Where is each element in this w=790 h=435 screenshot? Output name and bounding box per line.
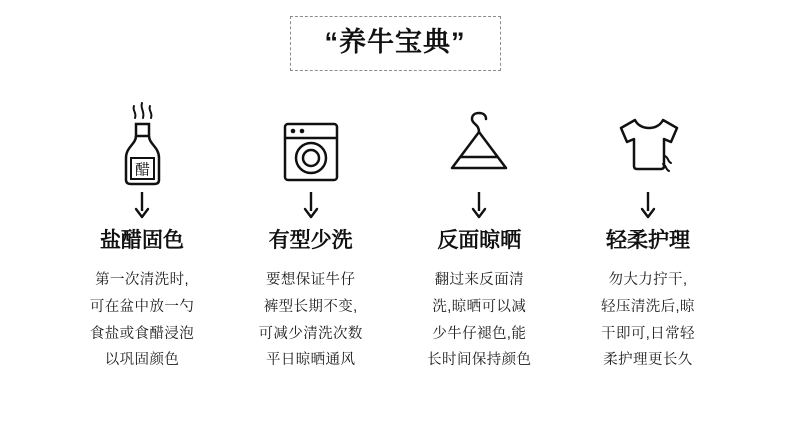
tip-column-2 (231, 100, 391, 374)
tip-description-1 (90, 267, 194, 374)
tip-line: 以巩固颜色 (104, 352, 180, 369)
tip-description-4 (601, 267, 695, 374)
arrow-slot-2 (302, 186, 320, 224)
tip-description-2 (259, 267, 363, 374)
tip-line: 可在盆中放一勺 (89, 298, 195, 315)
title-area (0, 16, 790, 71)
tip-description-3 (427, 267, 531, 374)
tip-line: 轻压清洗后,晾 (601, 298, 695, 315)
tip-line: 翻过来反面清 (434, 272, 525, 288)
down-arrow-icon (302, 190, 320, 220)
icon-slot-1 (103, 100, 181, 186)
down-arrow-icon (470, 190, 488, 220)
tip-line: 可减少清洗次数 (258, 325, 363, 342)
tips-columns (0, 100, 790, 374)
down-arrow-icon (133, 190, 151, 220)
tip-heading-4: 轻柔护理 (605, 229, 690, 252)
tip-line: 少牛仔褪色,能 (432, 325, 527, 342)
tip-line: 干即可,日常轻 (601, 325, 695, 342)
icon-slot-3 (436, 100, 522, 186)
vinegar-bottle-icon (103, 100, 181, 186)
icon-slot-2 (271, 100, 351, 186)
tip-line: 洗,晾晒可以减 (432, 298, 527, 315)
tip-line: 勿大力拧干, (608, 272, 688, 288)
down-arrow-icon (639, 190, 657, 220)
tip-line: 要想保证牛仔 (265, 272, 356, 288)
arrow-slot-3 (470, 186, 488, 224)
tip-line: 长时间保持颜色 (427, 352, 532, 369)
tip-heading-2: 有型少洗 (268, 229, 353, 252)
vinegar-bottle-label: 醋 (134, 161, 151, 179)
tip-line: 平日晾晒通风 (265, 352, 356, 369)
tip-column-1 (62, 100, 222, 374)
page-title: “养牛宝典” (324, 27, 466, 57)
arrow-slot-4 (639, 186, 657, 224)
title-dashed-box (290, 16, 501, 71)
tip-line: 裤型长期不变, (263, 298, 358, 315)
washing-machine-icon (271, 100, 351, 186)
tip-line: 第一次清洗时, (95, 272, 189, 288)
clothes-hanger-icon (436, 100, 522, 186)
icon-slot-4 (605, 100, 691, 186)
arrow-slot-1 (133, 186, 151, 224)
tip-heading-1: 盐醋固色 (100, 229, 184, 252)
tip-column-3 (399, 100, 559, 374)
tip-line: 食盐或食醋浸泡 (89, 325, 195, 342)
tip-line: 柔护理更长久 (603, 352, 693, 369)
tshirt-icon (605, 100, 691, 186)
tip-heading-3: 反面晾晒 (437, 229, 522, 252)
tip-column-4 (568, 100, 728, 374)
